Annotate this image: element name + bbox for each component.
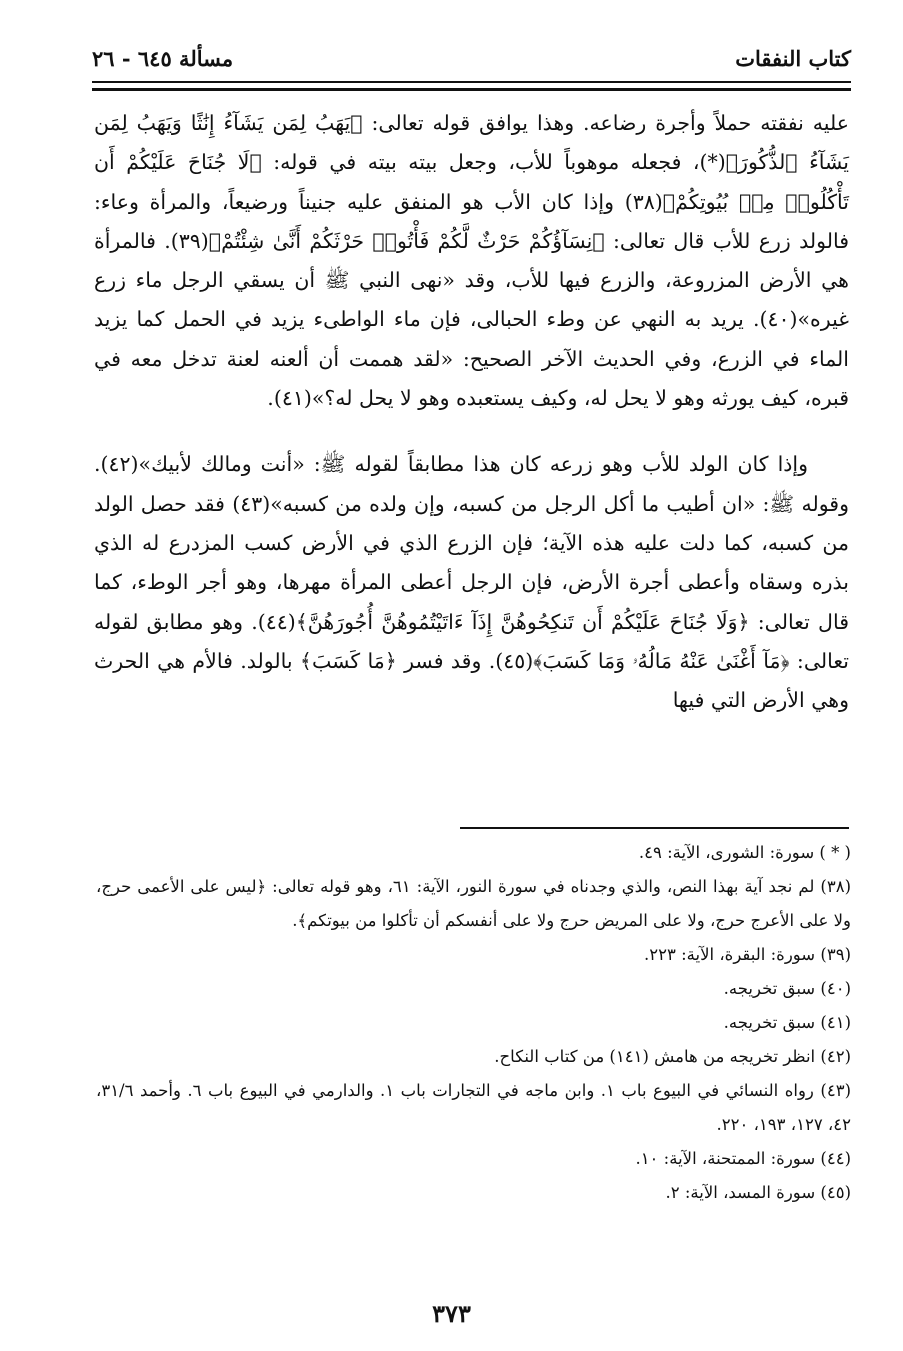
- footnote: (٤٢) انظر تخريجه من هامش (١٤١) من كتاب النكاح.: [494, 1047, 851, 1066]
- footnote: (٤٤) سورة: الممتحنة، الآية: ١٠.: [635, 1149, 851, 1168]
- chapter-title: كتاب النفقات: [735, 45, 851, 71]
- footnote: (٤١) سبق تخريجه.: [723, 1013, 851, 1032]
- body-paragraph: عليه نفقته حملاً وأجرة رضاعه. وهذا يوافق قوله تعالى: ﴿يَهَبُ لِمَن يَشَآءُ إِنَٰثًا وَيَهَبُ لِمَن يَشَآءُ ٱلذُّكُورَ﴾(*)، فجعله موهوباً للأب، وجعل بيته بيته في قوله: ﴿لَا جُنَاحَ عَلَيْكُمْ أَن تَأْكُلُوا۟ مِنۢ بُيُوتِكُمْ﴾(٣٨) وإذا كان الأب هو المنفق عليه جنيناً ورضيعاً، والمرأة وعاء: فالولد زرع للأب قال تعالى: ﴿نِسَآؤُكُمْ حَرْثٌ لَّكُمْ فَأْتُوا۟ حَرْثَكُمْ أَنَّىٰ شِئْتُمْ﴾(٣٩). فالمرأة هي الأرض المزروعة، والزرع فيها للأب، وقد «نهى النبي ﷺ أن يسقي الرجل ماء زرع غيره»(٤٠). يريد به النهي عن وطء الحبالى، فإن ماء الواطىء يزيد في الحمل كما يزيد الماء في الزرع، وفي الحديث الآخر الصحيح: «لقد هممت أن ألعنه لعنة تدخل معه في قبره، كيف يورثه وهو لا يحل له، وكيف يستعبده وهو لا يحل له؟»(٤١).: [94, 111, 850, 411]
- main-text: [94, 104, 849, 720]
- issue-number: مسألة ٦٤٥ - ٢٦: [92, 45, 234, 71]
- header-rule-thin: [92, 81, 851, 83]
- body-paragraph: وإذا كان الولد للأب وهو زرعه كان هذا مطابقاً لقوله ﷺ: «أنت ومالك لأبيك»(٤٢). وقوله ﷺ: «ان أطيب ما أكل الرجل من كسبه، وإن ولده من كسبه»(٤٣) فقد حصل الولد من كسبه، كما دلت عليه هذه الآية؛ فإن الزرع الذي في الأرض كسب المزدرع له الذي بذره وسقاه وأعطى أجرة الأرض، فإن الرجل أعطى المرأة مهرها، وهو أجر الوطء، كما قال تعالى: ﴿وَلَا جُنَاحَ عَلَيْكُمْ أَن تَنكِحُوهُنَّ إِذَآ ءَاتَيْتُمُوهُنَّ أُجُورَهُنَّ﴾(٤٤). وهو مطابق لقوله تعالى: ﴿مَآ أَغْنَىٰ عَنْهُ مَالُهُۥ وَمَا كَسَبَ﴾(٤٥). وقد فسر ﴿مَا كَسَبَ﴾ بالولد. فالأم هي الحرث وهي الأرض التي فيها: [94, 452, 850, 713]
- footnote: (٣٩) سورة: البقرة، الآية: ٢٢٣.: [644, 945, 851, 964]
- footnote: ( * ) سورة: الشورى، الآية: ٤٩.: [638, 843, 851, 862]
- running-header: [92, 38, 851, 78]
- footnote: (٤٥) سورة المسد، الآية: ٢.: [665, 1183, 851, 1202]
- footnote: (٤٣) رواه النسائي في البيوع باب ١. وابن ماجه في التجارات باب ١. والدارمي في البيوع باب ٦. وأحمد ٣١/٦، ٤٢، ١٢٧، ١٩٣، ٢٢٠.: [96, 1081, 851, 1134]
- footnote-separator: [460, 827, 849, 829]
- footnotes: [96, 836, 851, 1210]
- header-rule-thick: [92, 88, 851, 91]
- page-number: ٣٧٣: [432, 1299, 471, 1328]
- footnote: (٤٠) سبق تخريجه.: [723, 979, 851, 998]
- footnote: (٣٨) لم نجد آية بهذا النص، والذي وجدناه في سورة النور، الآية: ٦١، وهو قوله تعالى: ﴿ليس على الأعمى حرج، ولا على الأعرج حرج، ولا على المريض حرج ولا على أنفسكم أن تأكلوا من بيوتكم﴾.: [96, 877, 851, 930]
